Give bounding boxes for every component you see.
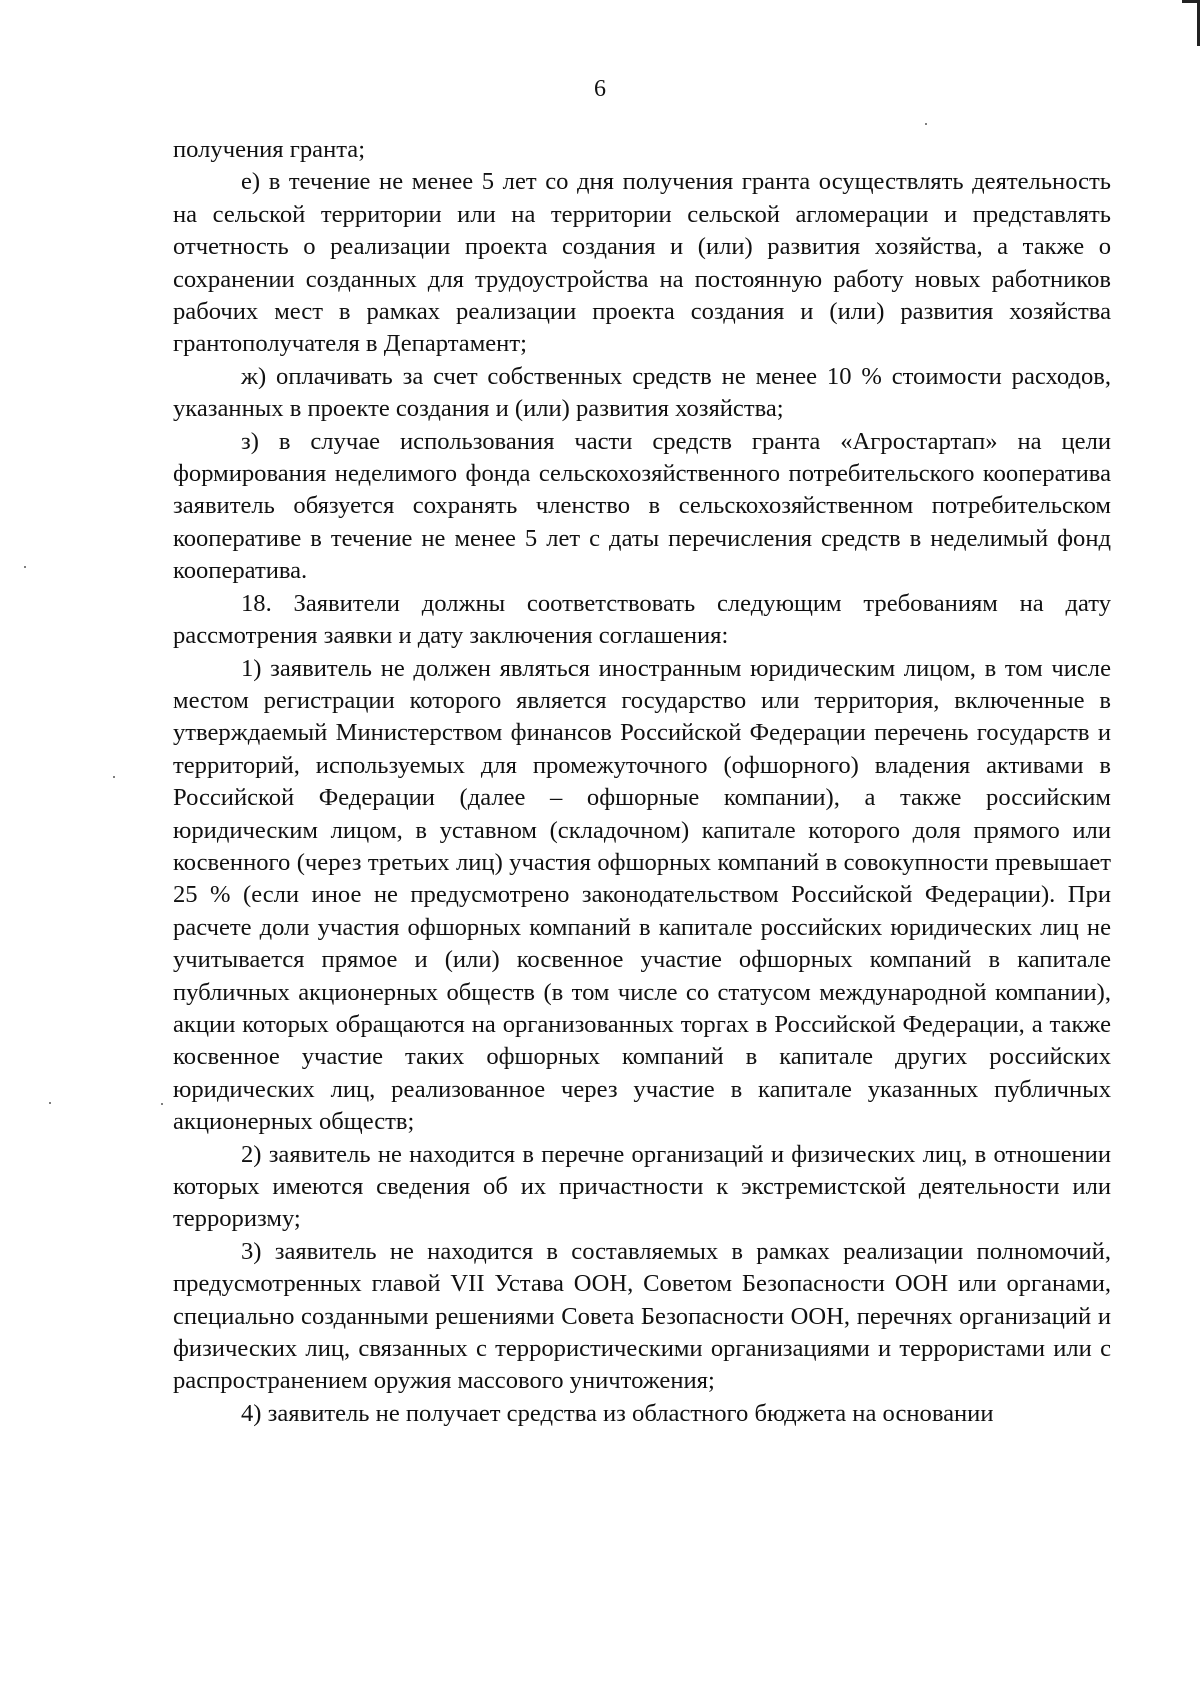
scan-speck (49, 1102, 51, 1104)
paragraph-requirement-3: 3) заявитель не находится в составляемых в рамках реализации полномочий, предусмотренных главой VII Устава ООН, Советом Безопасности ООН или органами, специально созданными решениями Совета Безопасности ООН, перечнях организаций и физических лиц, связанных с террористическими организациями и террористами или с распространением оружия массового уничтожения; (173, 1237, 1111, 1395)
scan-speck (161, 1103, 163, 1105)
paragraph-item-zh: ж) оплачивать за счет собственных средств не менее 10 % стоимости расходов, указанных в проекте создания и (или) развития хозяйства; (173, 362, 1111, 423)
scan-speck (24, 566, 26, 568)
paragraph-clause-18: 18. Заявители должны соответствовать следующим требованиям на дату рассмотрения заявки и дату заключения соглашения: (173, 589, 1111, 650)
paragraph-requirement-1: 1) заявитель не должен являться иностранным юридическим лицом, в том числе местом регистрации которого является государство или территория, включенные в утверждаемый Министерством финансов Российской Федерации перечень государств и территорий, используемых для промежуточного (офшорного) владения активами в Российской Федерации (далее – офшорные компании), а также российским юридическим лицом, в уставном (складочном) капитале которого доля прямого или косвенного (через третьих лиц) участия офшорных компаний в совокупности превышает 25 % (если иное не предусмотрено законодательством Российской Федерации). При расчете доли участия офшорных компаний в капитале российских юридических лиц не учитывается прямое и (или) косвенное участие офшорных компаний в капитале публичных акционерных обществ (в том числе со статусом международной компании), акции которых обращаются на организованных торгах в Российской Федерации, а также косвенное участие таких офшорных компаний в капитале других российских юридических лиц, реализованное через участие в капитале указанных публичных акционерных обществ; (173, 654, 1111, 1136)
paragraph-grant-receipt-end: получения гранта; (173, 136, 366, 163)
paragraph-item-e: е) в течение не менее 5 лет со дня получения гранта осуществлять деятельность на сельской территории или на территории сельской агломерации и представлять отчетность о реализации проекта создания и (или) развития хозяйства, а также о сохранении созданных для трудоустройства на постоянную работу новых работников рабочих мест в рамках реализации проекта создания и (или) развития хозяйства грантополучателя в Департамент; (173, 168, 1111, 358)
body-text (173, 134, 1111, 1430)
paragraph-requirement-4: 4) заявитель не получает средства из областного бюджета на основании (241, 1399, 994, 1427)
paragraph-item-z: з) в случае использования части средств гранта «Агростартап» на цели формирования неделимого фонда сельскохозяйственного потребительского кооператива заявитель обязуется сохранять членство в сельскохозяйственном потребительском кооперативе в течение не менее 5 лет с даты перечисления средств в неделимый фонд кооператива. (173, 427, 1111, 585)
paragraph-requirement-2: 2) заявитель не находится в перечне организаций и физических лиц, в отношении которых имеются сведения об их причастности к экстремистской деятельности или терроризму; (173, 1140, 1111, 1233)
scan-speck (925, 123, 927, 125)
scan-speck (113, 776, 115, 778)
page-number: 6 (594, 76, 606, 102)
